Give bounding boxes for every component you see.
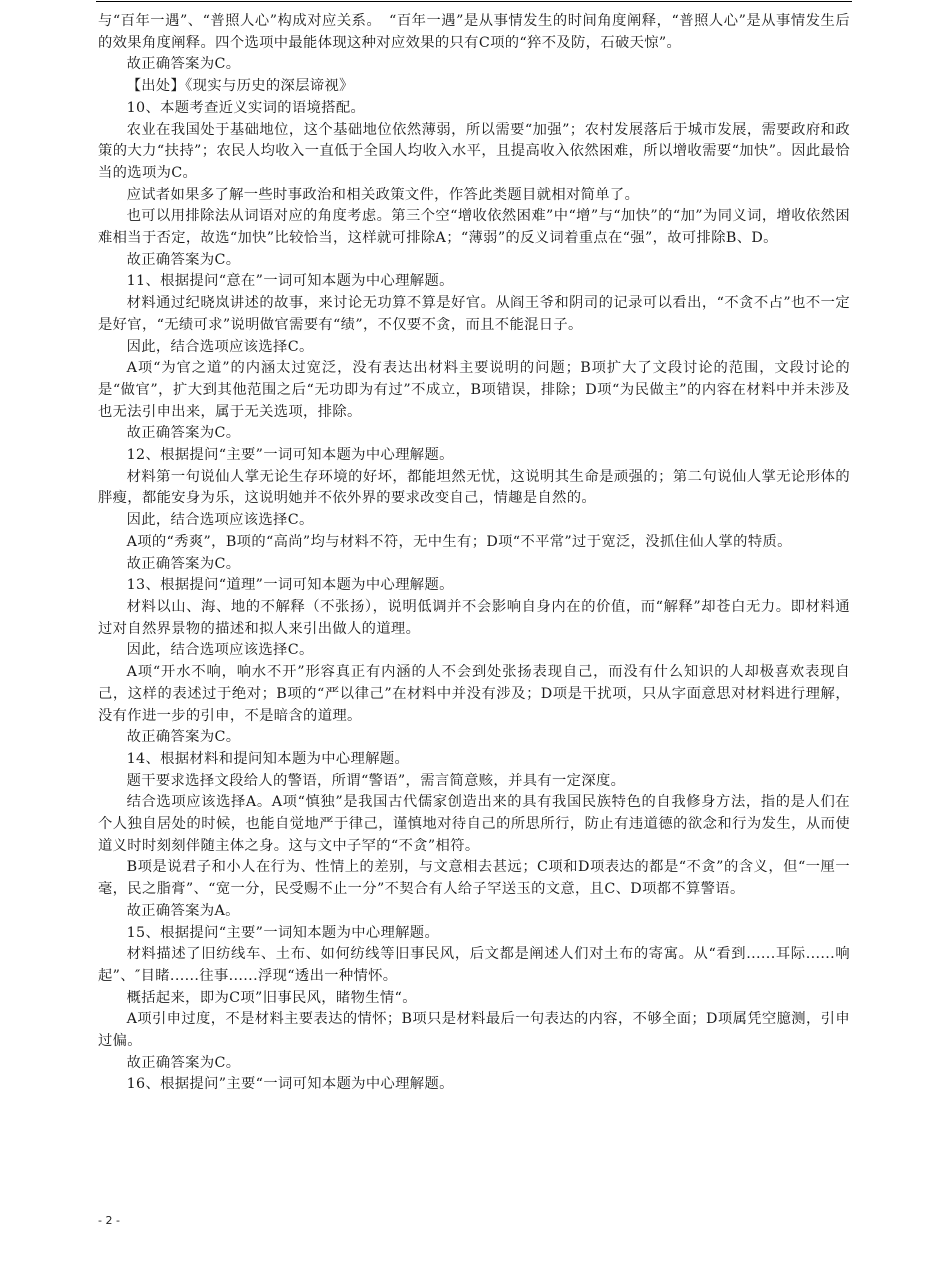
paragraph: 概括起来，即为C项”旧事民风，睹物生情“。 bbox=[126, 989, 417, 1006]
paragraph: 因此，结合选项应该选择C。 bbox=[126, 338, 314, 355]
paragraph: 材料通过纪晓岚讲述的故事，来讨论无功算不算是好官。从阎王爷和阴司的记录可以看出，“不贪不占”也不一定是好官，“无绩可求”说明做官需要有“绩”，不仅要不贪，而且不能混日子。 bbox=[98, 295, 850, 333]
paragraph: 故正确答案为C。 bbox=[126, 729, 241, 746]
paragraph: A项引申过度，不是材料主要表达的情怀；B项只是材料最后一句表达的内容，不够全面；D项属凭空臆测，引申过偏。 bbox=[98, 1011, 850, 1050]
paragraph: 故正确答案为C。 bbox=[126, 1054, 241, 1071]
paragraph: 材料描述了旧纺线车、土布、如何纺线等旧事民风，后文都是阐述人们对土布的寄寓。从“看到......耳际......响起”、″目睹......往事......浮现“透出一种情怀。 bbox=[98, 946, 850, 984]
paragraph: 15、根据提问“主要”一词知本题为中心理解题。 bbox=[126, 924, 440, 941]
document-body bbox=[98, 11, 850, 1096]
paragraph: 故正确答案为A。 bbox=[126, 902, 240, 919]
paragraph: 应试者如果多了解一些时事政治和相关政策文件，作答此类题目就相对简单了。 bbox=[126, 186, 640, 203]
paragraph: 故正确答案为C。 bbox=[126, 425, 241, 442]
paragraph: B项是说君子和小人在行为、性情上的差别，与文意相去甚远；C项和D项表达的都是“不贪”的含义，但“一厘一毫，民之脂膏”、“宽一分，民受赐不止一分”不契合有人给子罕送玉的文意，且C、D项都不算警语。 bbox=[98, 859, 850, 898]
paragraph: 故正确答案为C。 bbox=[126, 251, 241, 268]
paragraph: 与“百年一遇”、“普照人心”构成对应关系。 “百年一遇”是从事情发生的时间角度阐释，“普照人心”是从事情发生后的效果角度阐释。四个选项中最能体现这种对应效果的只有C项的“猝不及防，石破天惊”。 bbox=[98, 13, 850, 51]
paragraph: 材料以山、海、地的不解释（不张扬），说明低调并不会影响自身内在的价值，而“解释”却苍白无力。即材料通过对自然界景物的描述和拟人来引出做人的道理。 bbox=[98, 598, 850, 637]
paragraph: 11、根据提问“意在”一词可知本题为中心理解题。 bbox=[126, 273, 454, 290]
paragraph: 13、根据提问“道理”一词可知本题为中心理解题。 bbox=[126, 577, 454, 594]
paragraph: A项“开水不响，响水不开”形容真正有内涵的人不会到处张扬表现自己，而没有什么知识的人却极喜欢表现自己，这样的表述过于绝对；B项的“严以律己”在材料中并没有涉及；D项是干扰项，只从字面意思对材料进行理解，没有作进一步的引申，不是暗含的道理。 bbox=[98, 664, 850, 724]
paragraph: 【出处】《现实与历史的深层谛视》 bbox=[126, 78, 354, 95]
paragraph: 题干要求选择文段给人的警语，所谓“警语”，需言简意赅，并具有一定深度。 bbox=[126, 772, 626, 789]
paragraph: 故正确答案为C。 bbox=[126, 56, 241, 73]
paragraph: 10、本题考查近义实词的语境搭配。 bbox=[126, 99, 366, 116]
paragraph: 16、根据提问”主要“一词可知本题为中心理解题。 bbox=[126, 1076, 454, 1093]
paragraph: 14、根据材料和提问知本题为中心理解题。 bbox=[126, 750, 410, 767]
paragraph: 也可以用排除法从词语对应的角度考虑。第三个空“增收依然困难”中“增”与“加快”的“加”为同义词，增收依然困难相当于否定，故选“加快”比较恰当，这样就可排除A；“薄弱”的反义词着重点在“强”，故可排除B、D。 bbox=[98, 208, 850, 247]
paragraph: 因此，结合选项应该选择C。 bbox=[126, 642, 314, 659]
paragraph: A项的“秀爽”，B项的“高尚”均与材料不符，无中生有；D项“不平常”过于宽泛，没抓住仙人掌的特质。 bbox=[126, 533, 792, 550]
page-number: - 2 - bbox=[98, 1214, 120, 1227]
paragraph: A项“为官之道”的内涵太过宽泛，没有表达出材料主要说明的问题；B项扩大了文段讨论的范围，文段讨论的是“做官”，扩大到其他范围之后“无功即为有过”不成立，B项错误，排除；D项“为民做主”的内容在材料中并未涉及也无法引申出来，属于无关选项，排除。 bbox=[98, 360, 850, 420]
paragraph: 12、根据提问“主要”一词可知本题为中心理解题。 bbox=[126, 447, 454, 464]
paragraph: 材料第一句说仙人掌无论生存环境的好坏，都能坦然无忧，这说明其生命是顽强的；第二句说仙人掌无论形体的胖瘦，都能安身为乐，这说明她并不依外界的要求改变自己，情趣是自然的。 bbox=[98, 468, 850, 507]
paragraph: 故正确答案为C。 bbox=[126, 555, 241, 572]
header-rule bbox=[96, 1, 852, 2]
paragraph: 因此，结合选项应该选择C。 bbox=[126, 512, 314, 529]
paragraph: 结合选项应该选择A。A项“慎独”是我国古代儒家创造出来的具有我国民族特色的自我修身方法，指的是人们在个人独自居处的时候，也能自觉地严于律己，谨慎地对待自己的所思所行，防止有违道德的欲念和行为发生，从而使道义时时刻刻伴随主体之身。这与文中子罕的“不贪”相符。 bbox=[98, 794, 850, 854]
paragraph: 农业在我国处于基础地位，这个基础地位依然薄弱，所以需要“加强”；农村发展落后于城市发展，需要政府和政策的大力“扶持”；农民人均收入一直低于全国人均收入水平，且提高收入依然困难，所以增收需要“加快”。因此最恰当的选项为C。 bbox=[98, 121, 850, 181]
